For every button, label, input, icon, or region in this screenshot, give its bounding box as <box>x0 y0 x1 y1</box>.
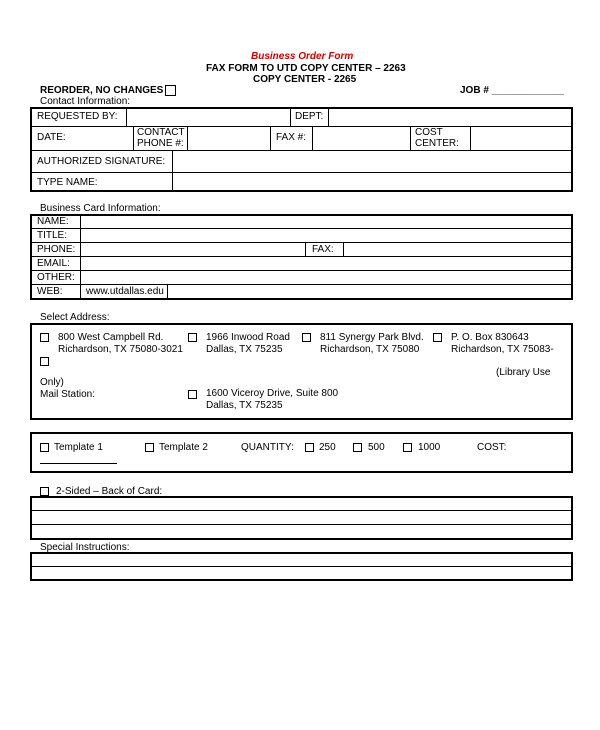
contact-section-label: Contact Information: <box>40 96 131 107</box>
divider <box>31 284 572 285</box>
address-section-label: Select Address: <box>40 312 110 323</box>
divider <box>126 108 127 126</box>
address-4-line2: Richardson, TX 75083- <box>451 344 554 355</box>
form-title: Business Order Form <box>251 51 354 62</box>
address-3-checkbox[interactable] <box>302 333 311 342</box>
divider <box>343 242 344 256</box>
divider <box>31 566 572 567</box>
reorder-checkbox[interactable] <box>165 85 176 96</box>
quantity-1000-label: 1000 <box>418 442 441 453</box>
divider <box>187 126 188 150</box>
divider <box>31 270 572 271</box>
address-1-line2: Richardson, TX 75080-3021 <box>58 344 183 355</box>
reorder-label: REORDER, NO CHANGES <box>40 85 164 96</box>
divider <box>270 126 271 150</box>
mail-station-checkbox[interactable] <box>40 357 49 366</box>
date-label: DATE: <box>37 132 66 143</box>
template-2-checkbox[interactable] <box>145 443 154 452</box>
two-sided-label: 2-Sided – Back of Card: <box>56 486 163 497</box>
two-sided-checkbox[interactable] <box>40 487 49 496</box>
quantity-1000-checkbox[interactable] <box>403 443 412 452</box>
cost-center-label-1: COST <box>415 127 443 138</box>
mail-station-label: Mail Station: <box>40 389 96 400</box>
quantity-label: QUANTITY: <box>241 442 294 453</box>
address-3-line1: 811 Synergy Park Blvd. <box>320 332 424 343</box>
divider <box>133 126 134 150</box>
card-name-label: NAME: <box>37 216 69 227</box>
divider <box>290 108 291 126</box>
divider <box>31 510 572 511</box>
address-1-checkbox[interactable] <box>40 333 49 342</box>
job-number-field[interactable]: JOB # _____________ <box>460 85 564 96</box>
divider <box>31 150 572 151</box>
template-2-label: Template 2 <box>159 442 208 453</box>
divider <box>31 172 572 173</box>
card-phone-label: PHONE: <box>37 244 76 255</box>
fax-instruction: FAX FORM TO UTD COPY CENTER – 2263 <box>206 63 406 74</box>
divider <box>167 284 168 299</box>
address-4-line1: P. O. Box 830643 <box>451 332 529 343</box>
address-5-checkbox[interactable] <box>188 390 197 399</box>
card-email-label: EMAIL: <box>37 258 70 269</box>
divider <box>31 524 572 525</box>
divider <box>305 242 306 256</box>
divider <box>31 256 572 257</box>
card-web-label: WEB: <box>37 286 63 297</box>
address-2-checkbox[interactable] <box>188 333 197 342</box>
template-1-checkbox[interactable] <box>40 443 49 452</box>
template-underline <box>40 463 117 464</box>
divider <box>31 228 572 229</box>
library-only-note: Only) <box>40 377 64 388</box>
card-other-label: OTHER: <box>37 272 75 283</box>
address-4-checkbox[interactable] <box>433 333 442 342</box>
divider <box>172 150 173 191</box>
special-instructions-label: Special Instructions: <box>40 542 130 553</box>
template-1-label: Template 1 <box>54 442 103 453</box>
address-3-line2: Richardson, TX 75080 <box>320 344 420 355</box>
divider <box>31 242 572 243</box>
divider <box>410 126 411 150</box>
authorized-signature-label: AUTHORIZED SIGNATURE: <box>37 156 166 167</box>
contact-phone-label-2: PHONE #: <box>137 138 184 149</box>
divider <box>470 126 471 150</box>
address-1-line1: 800 West Campbell Rd. <box>58 332 164 343</box>
fax-label: FAX #: <box>276 132 307 143</box>
divider <box>312 126 313 150</box>
address-2-line1: 1966 Inwood Road <box>206 332 290 343</box>
cost-label: COST: <box>477 442 507 453</box>
quantity-500-checkbox[interactable] <box>353 443 362 452</box>
address-2-line2: Dallas, TX 75235 <box>206 344 283 355</box>
divider <box>328 108 329 126</box>
requested-by-label: REQUESTED BY: <box>37 111 118 122</box>
library-use-note: (Library Use <box>496 367 551 378</box>
type-name-label: TYPE NAME: <box>37 177 98 188</box>
cost-center-label-2: CENTER: <box>415 138 459 149</box>
card-title-label: TITLE: <box>37 230 68 241</box>
address-5-line1: 1600 Viceroy Drive, Suite 800 <box>206 388 339 399</box>
quantity-250-checkbox[interactable] <box>305 443 314 452</box>
address-5-line2: Dallas, TX 75235 <box>206 400 283 411</box>
quantity-250-label: 250 <box>319 442 336 453</box>
copy-center-line: COPY CENTER - 2265 <box>253 74 357 85</box>
card-web-value: www.utdallas.edu <box>86 286 164 297</box>
divider <box>31 126 572 127</box>
card-fax-label: FAX: <box>312 244 334 255</box>
card-section-label: Business Card Information: <box>40 203 161 214</box>
contact-phone-label-1: CONTACT <box>137 127 185 138</box>
back-of-card-box[interactable] <box>30 496 573 540</box>
dept-label: DEPT: <box>295 111 324 122</box>
quantity-500-label: 500 <box>368 442 385 453</box>
